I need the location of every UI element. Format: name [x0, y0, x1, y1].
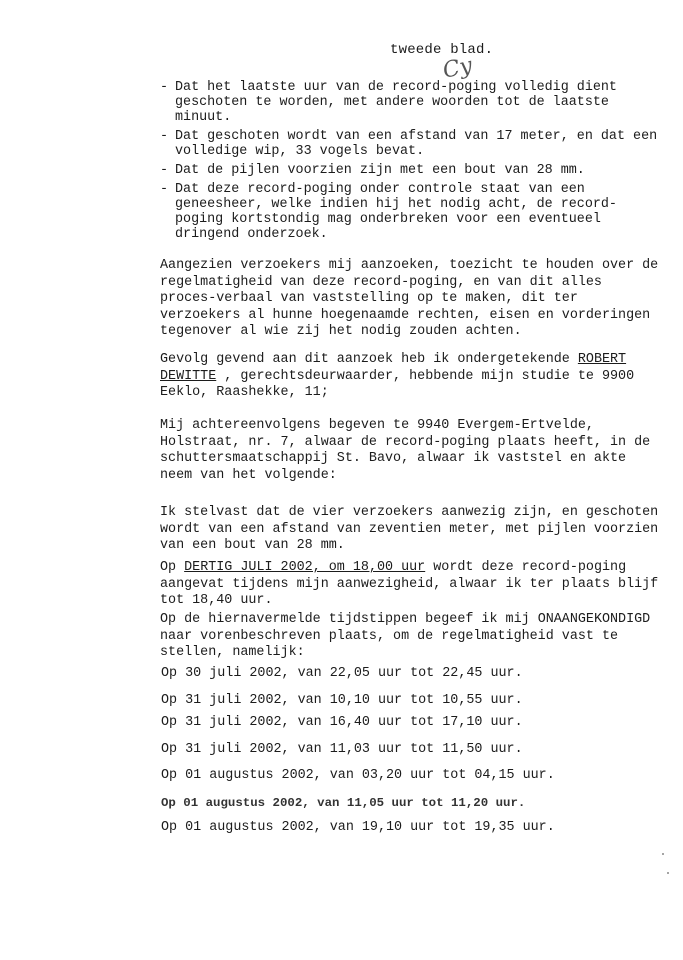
visit-row: Op 01 augustus 2002, van 19,10 uur tot 19,35 uur. [161, 820, 555, 835]
request-paragraph: Aangezien verzoekers mij aanzoeken, toezicht te houden over de regelmatigheid van deze record-poging, en van dit alles proces-verbaal van vaststelling op te maken, dit ter verzoekers al hunne hoegenaamde rechten, eisen en vorderingen tegenover al wie zij het nodig zouden achten. [160, 258, 659, 339]
visit-row: Op 31 juli 2002, van 10,10 uur tot 10,55 uur. [161, 693, 523, 708]
scan-speck [662, 853, 664, 855]
condition-item: - Dat geschoten wordt van een afstand van 17 meter, en dat een volledige wip, 33 vogels bevat. [160, 129, 660, 159]
start-rest: wordt deze record-poging aangevat tijdens mijn aanwezigheid, alwaar ik ter plaats blijf tot 18,40 uur. [160, 560, 659, 608]
visit-row: Op 01 augustus 2002, van 03,20 uur tot 04,15 uur. [161, 768, 555, 783]
conditions-list [160, 80, 660, 246]
bailiff-intro: Gevolg gevend aan dit aanzoek heb ik ondergetekende [160, 352, 570, 367]
visits-emph: ONAANGEKONDIGD [537, 612, 651, 627]
page-header: tweede blad. [390, 42, 494, 58]
visits-paragraph [160, 612, 660, 662]
bailiff-paragraph [160, 352, 660, 402]
visit-row: Op 31 juli 2002, van 11,03 uur tot 11,50 uur. [161, 742, 523, 757]
condition-item: - Dat de pijlen voorzien zijn met een bout van 28 mm. [160, 163, 660, 178]
visit-row: Op 01 augustus 2002, van 11,05 uur tot 11,20 uur. [161, 796, 526, 810]
location-paragraph: Mij achtereenvolgens begeven te 9940 Evergem-Ertvelde, Holstraat, nr. 7, alwaar de record-poging plaats heeft, in de schuttersmaatschappij St. Bavo, alwaar ik vaststel en akte neem van het volgende: [160, 418, 651, 483]
visit-row: Op 30 juli 2002, van 22,05 uur tot 22,45 uur. [161, 666, 523, 681]
bailiff-name: ROBERT DEWITTE [160, 352, 627, 384]
condition-item: - Dat het laatste uur van de record-poging volledig dient geschoten te worden, met andere woorden tot de laatste minuut. [160, 80, 660, 125]
start-prefix: Op [160, 560, 177, 575]
observation-paragraph: Ik stelvast dat de vier verzoekers aanwezig zijn, en geschoten wordt van een afstand van zeventien meter, met pijlen voorzien van een bout van 28 mm. [160, 505, 659, 553]
condition-item: - Dat deze record-poging onder controle staat van een geneesheer, welke indien hij het nodig acht, de record-poging kortstondig mag onderbreken voor een eventueel dringend onderzoek. [160, 182, 660, 242]
start-datetime: DERTIG JULI 2002, om 18,00 uur [184, 560, 426, 575]
visits-before: Op de hiernavermelde tijdstippen begeef ik mij [160, 612, 530, 627]
visit-row: Op 31 juli 2002, van 16,40 uur tot 17,10 uur. [161, 715, 523, 730]
bailiff-rest: , gerechtsdeurwaarder, hebbende mijn studie te 9900 Eeklo, Raashekke, 11; [160, 368, 635, 400]
start-paragraph [160, 560, 660, 610]
scan-speck [667, 872, 669, 874]
visits-after: naar vorenbeschreven plaats, om de regelmatigheid vast te stellen, namelijk: [160, 628, 619, 660]
handwritten-initials: Cy [440, 53, 475, 84]
